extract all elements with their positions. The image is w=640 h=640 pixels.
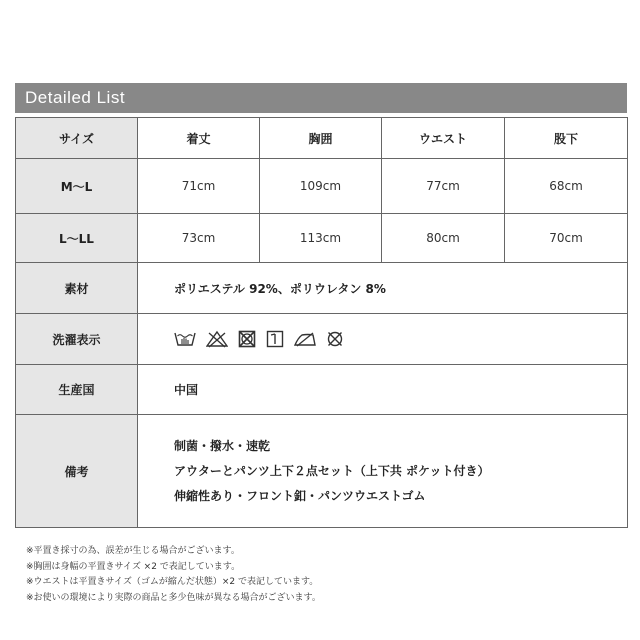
care-symbols <box>138 314 628 365</box>
no-dry-clean-icon <box>326 330 344 348</box>
chest-value: 113cm <box>260 214 382 263</box>
section-title: Detailed List <box>25 88 126 107</box>
iron-low-icon <box>294 330 316 348</box>
column-header-inseam: 股下 <box>505 118 628 159</box>
column-header-length: 着丈 <box>138 118 260 159</box>
inseam-value: 68cm <box>505 159 628 214</box>
footnote: ※胸囲は身幅の平置きサイズ ×2 で表記しています。 <box>26 561 241 572</box>
column-header-chest: 胸囲 <box>260 118 382 159</box>
remarks-line: 制菌・撥水・速乾 <box>174 438 271 453</box>
material-value: ポリエステル 92%、ポリウレタン 8% <box>138 263 628 314</box>
footnote: ※ウエストは平置きサイズ（ゴムが縮んだ状態）×2 で表記しています。 <box>26 577 319 587</box>
column-header-waist: ウエスト <box>382 118 505 159</box>
table-header-row <box>16 118 628 159</box>
length-value: 71cm <box>138 159 260 214</box>
footnote: ※お使いの環境により実際の商品と多少色味が異なる場合がございます。 <box>26 592 321 603</box>
care-row <box>16 314 628 365</box>
remarks-row <box>16 415 628 528</box>
origin-row <box>16 365 628 415</box>
footnote: ※平置き採寸の為、誤差が生じる場合がございます。 <box>26 546 240 556</box>
length-value: 73cm <box>138 214 260 263</box>
remarks-line: 伸縮性あり・フロント釦・パンツウエストゴム <box>174 488 426 503</box>
no-tumble-dry-icon <box>238 330 256 348</box>
inseam-value: 70cm <box>505 214 628 263</box>
waist-value: 80cm <box>382 214 505 263</box>
material-row <box>16 263 628 314</box>
size-spec-table <box>15 117 628 528</box>
no-bleach-icon <box>206 330 228 348</box>
table-row <box>16 159 628 214</box>
line-dry-icon <box>266 330 284 348</box>
size-label: L～LL <box>16 214 138 263</box>
footnotes <box>26 544 321 606</box>
origin-value: 中国 <box>138 365 628 415</box>
column-header-size: サイズ <box>16 118 138 159</box>
chest-value: 109cm <box>260 159 382 214</box>
material-label: 素材 <box>16 263 138 314</box>
origin-label: 生産国 <box>16 365 138 415</box>
section-header <box>15 83 627 113</box>
hand-wash-icon <box>174 330 196 348</box>
size-label: M～L <box>16 159 138 214</box>
waist-value: 77cm <box>382 159 505 214</box>
care-label: 洗濯表示 <box>16 314 138 365</box>
table-row <box>16 214 628 263</box>
remarks-value <box>138 415 628 528</box>
remarks-label: 備考 <box>16 415 138 528</box>
remarks-line: アウターとパンツ上下２点セット（上下共 ポケット付き） <box>174 463 490 478</box>
